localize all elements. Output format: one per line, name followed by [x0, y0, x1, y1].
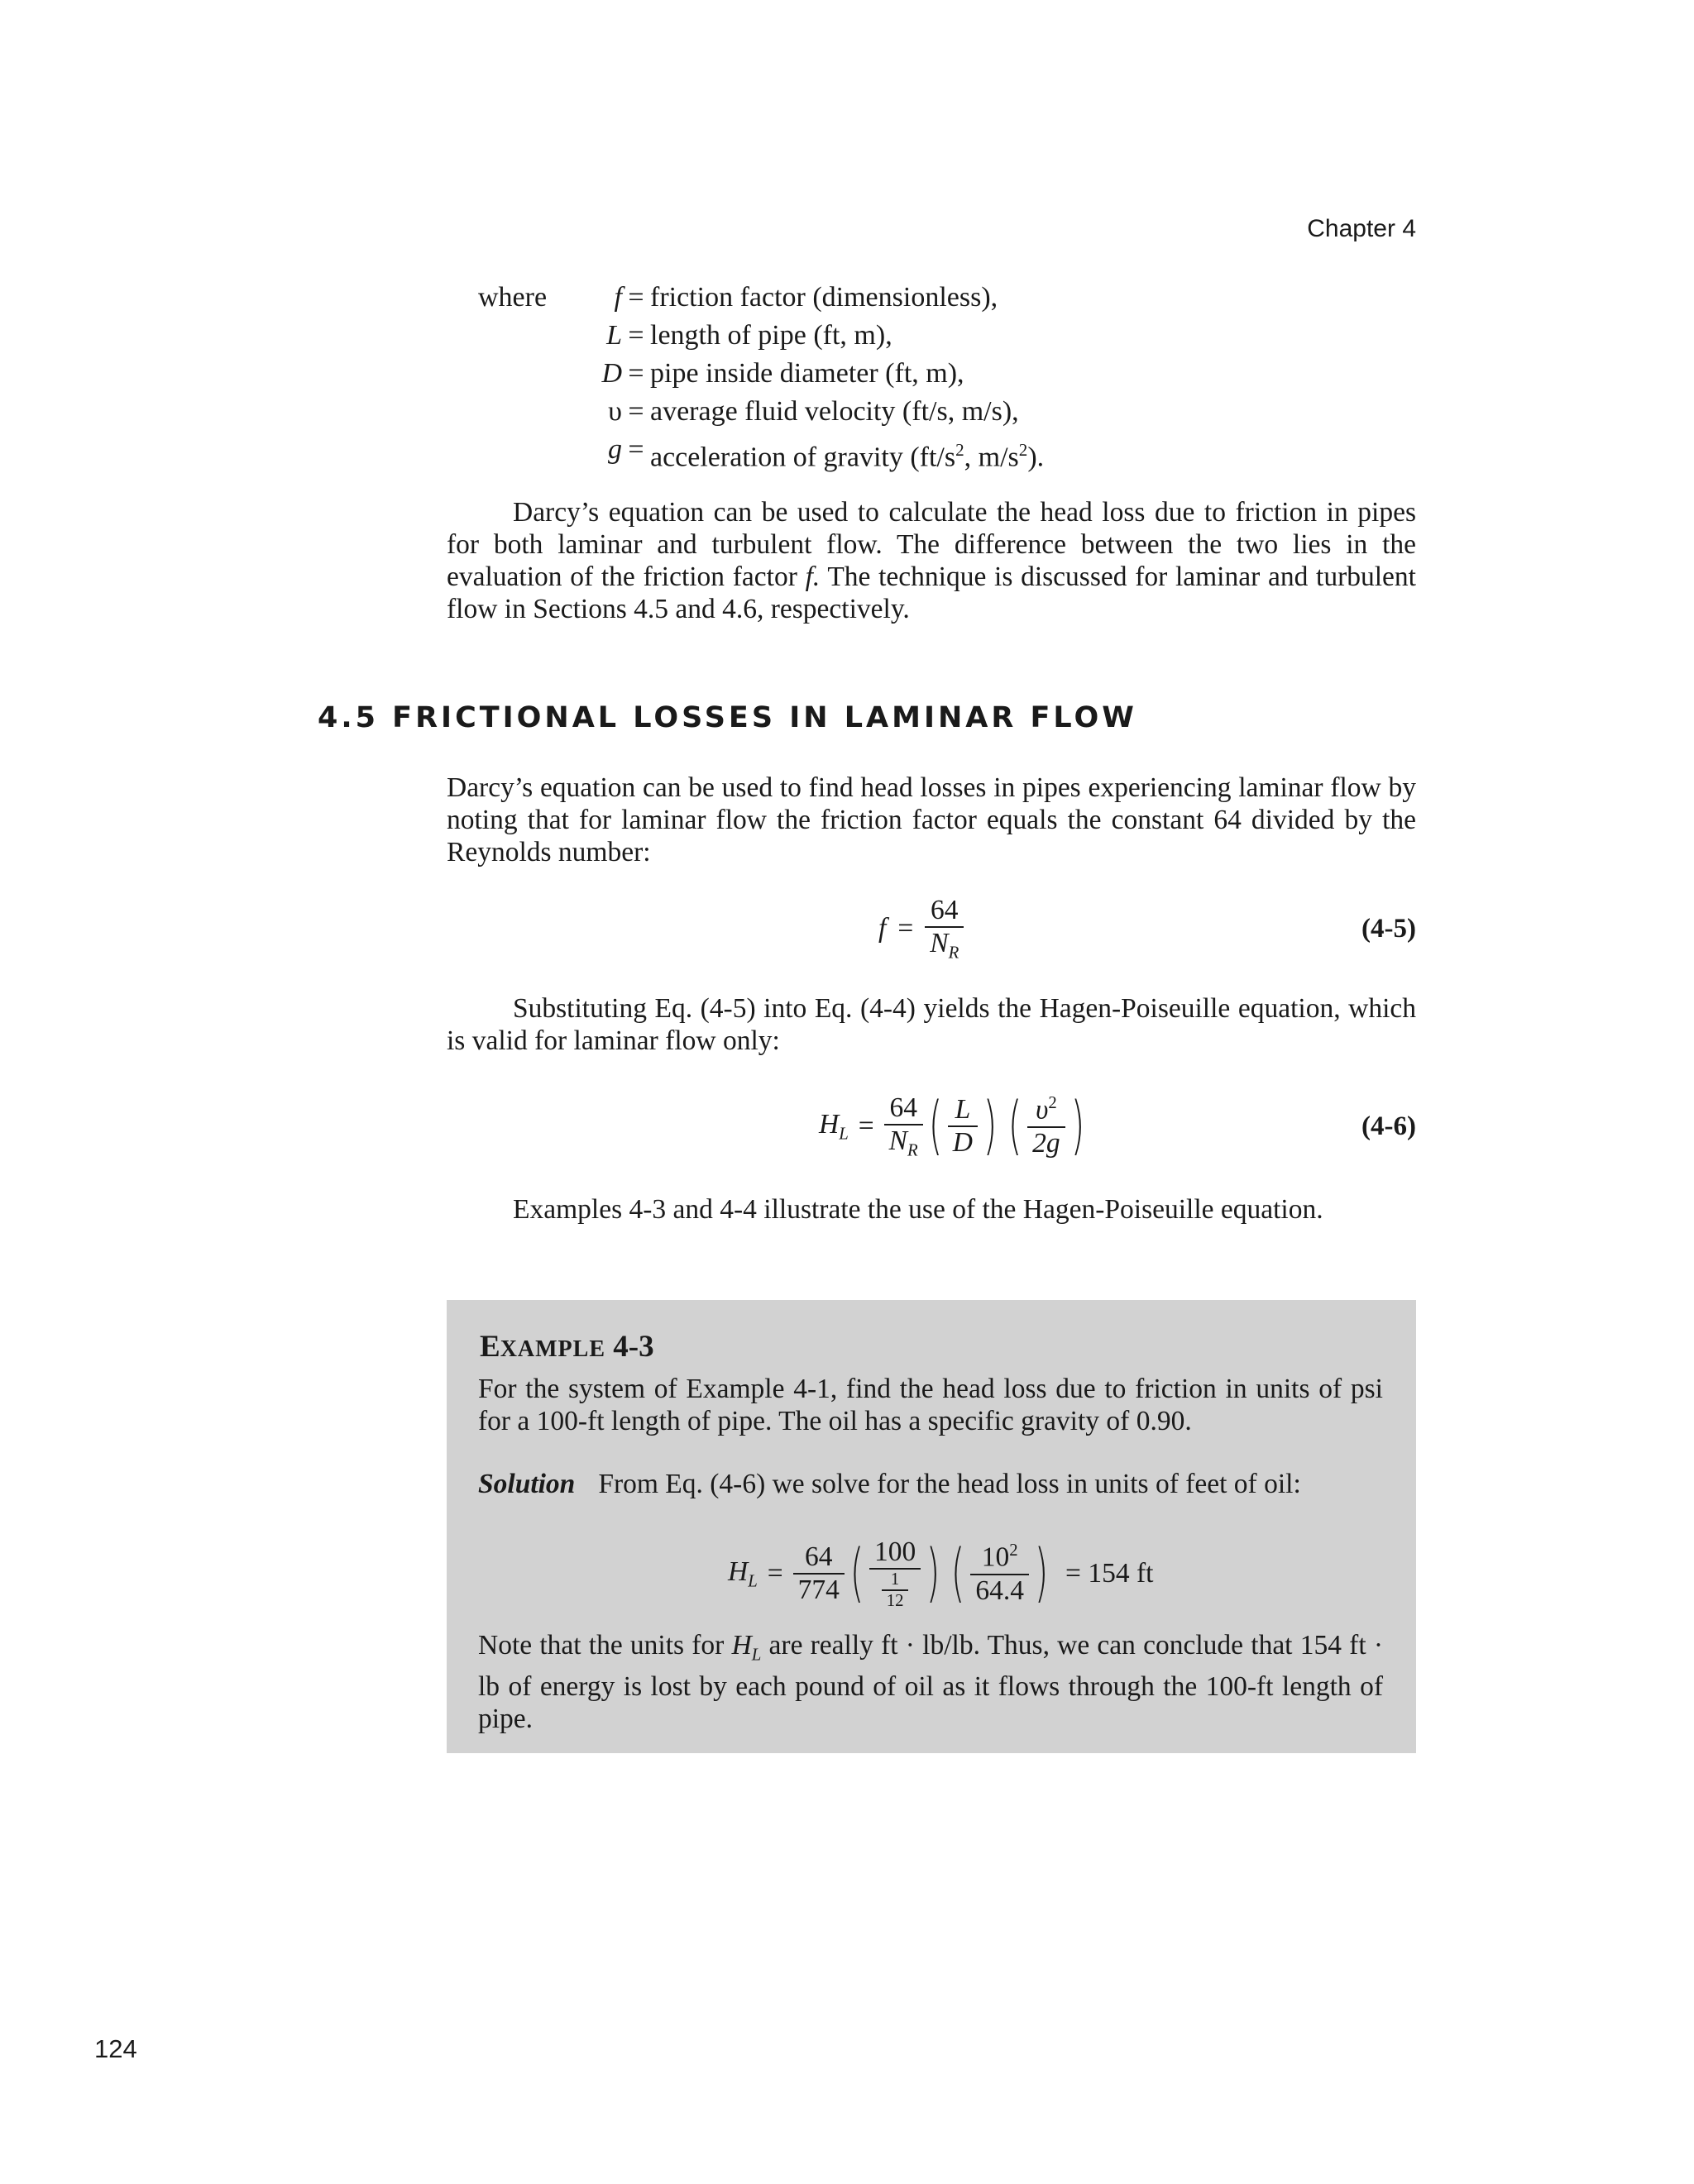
definition-description: friction factor (dimensionless),: [650, 282, 998, 313]
equals-sign: =: [858, 1111, 874, 1141]
equation-4-6: [447, 1077, 1416, 1176]
section-heading: 4.5 FRICTIONAL LOSSES IN LAMINAR FLOW: [318, 701, 1137, 734]
definition-symbol: f: [614, 282, 622, 313]
body-paragraph: Examples 4-3 and 4-4 illustrate the use of the Hagen-Poiseuille equation.: [513, 1194, 1323, 1225]
definition-row: [478, 317, 1044, 355]
equals-sign: =: [628, 320, 644, 351]
definition-symbol: υ: [608, 396, 622, 427]
equation-number: (4-6): [1361, 1111, 1416, 1141]
left-paren: (: [951, 1536, 965, 1611]
right-paren: ): [1070, 1088, 1084, 1164]
equals-sign: =: [628, 396, 644, 427]
equals-sign: =: [767, 1558, 783, 1589]
example-solution: Solution From Eq. (4-6) we solve for the head loss in units of feet of oil:: [478, 1469, 1301, 1499]
body-paragraph: Darcy’s equation can be used to calculate the head loss due to friction in pipes for both laminar and turbulent flow. The difference between the two lies in the evaluation of the friction factor f. The technique is discussed for laminar and turbulent flow in Sections 4.5 and 4.6, respectively.: [447, 497, 1416, 624]
equation-lhs: $H_L$: [728, 1556, 758, 1591]
solution-label: Solution: [478, 1469, 576, 1499]
definition-row: [478, 431, 1045, 473]
running-head: Chapter 4: [1307, 215, 1416, 242]
fraction: $\frac{64}{774}$: [793, 1541, 845, 1606]
definition-description: average fluid velocity (ft/s, m/s),: [650, 396, 1019, 427]
equation-4-5: [447, 883, 1416, 974]
left-paren: (: [849, 1536, 864, 1611]
definitions-lead: where: [478, 282, 548, 313]
definition-description: pipe inside diameter (ft, m),: [650, 358, 964, 389]
right-paren: ): [983, 1088, 998, 1164]
fraction: $\frac{\upsilon^2}{2g}$: [1027, 1093, 1065, 1159]
definition-symbol: g: [608, 434, 622, 465]
equals-sign: =: [897, 913, 914, 944]
body-paragraph: Darcy’s equation can be used to find head losses in pipes experiencing laminar flow by noting that for laminar flow the friction factor equals the constant 64 divided by the Reynolds number:: [447, 772, 1416, 867]
body-paragraph: Substituting Eq. (4-5) into Eq. (4-4) yields the Hagen-Poiseuille equation, which is valid for laminar flow only:: [447, 993, 1416, 1056]
equals-sign: =: [628, 358, 644, 389]
left-paren: (: [1007, 1088, 1022, 1164]
definition-symbol: L: [606, 320, 622, 351]
equation-lhs: f: [878, 913, 887, 944]
example-title: EXAMPLE 4-3: [480, 1330, 654, 1364]
fraction: $\frac{64}{N_R}$: [925, 895, 964, 963]
right-paren: ): [1034, 1536, 1049, 1611]
example-note: Note that the units for $H_L$ are really ft · lb/lb. Thus, we can conclude that 154 ft · lb of energy is lost by each pound of oil as it flows through the 100-ft length of pipe.: [478, 1630, 1383, 1735]
fraction: $\frac{10^2}{64.4}$: [970, 1541, 1029, 1606]
fraction: $\frac{100}{\frac{1}{12}}$: [869, 1536, 921, 1611]
example-equation: [728, 1528, 1153, 1619]
definition-row: [478, 279, 1044, 317]
definition-row: [478, 393, 1044, 431]
nested-fraction: $\frac{1}{12}$: [882, 1570, 909, 1611]
definition-row: [478, 355, 1044, 393]
definition-symbol: D: [601, 358, 622, 389]
page-number: 124: [94, 2034, 137, 2063]
fraction: $\frac{L}{D}$: [948, 1094, 978, 1159]
fraction: $\frac{64}{N_R}$: [884, 1092, 923, 1160]
equals-sign: =: [628, 282, 644, 313]
definition-description: acceleration of gravity ($ft/s^2$, $m/s^2$).: [650, 440, 1045, 473]
left-paren: (: [928, 1088, 943, 1164]
equation-lhs: $H_L$: [819, 1108, 849, 1144]
equation-number: (4-5): [1361, 913, 1416, 944]
equals-sign: =: [628, 434, 644, 465]
equation-result: = 154 ft: [1065, 1558, 1154, 1589]
right-paren: ): [926, 1536, 940, 1611]
variable-definitions: [478, 279, 1045, 473]
example-problem: For the system of Example 4-1, find the head loss due to friction in units of psi for a 100-ft length of pipe. The oil has a specific gravity of 0.90.: [478, 1374, 1383, 1436]
definition-description: length of pipe (ft, m),: [650, 320, 892, 351]
